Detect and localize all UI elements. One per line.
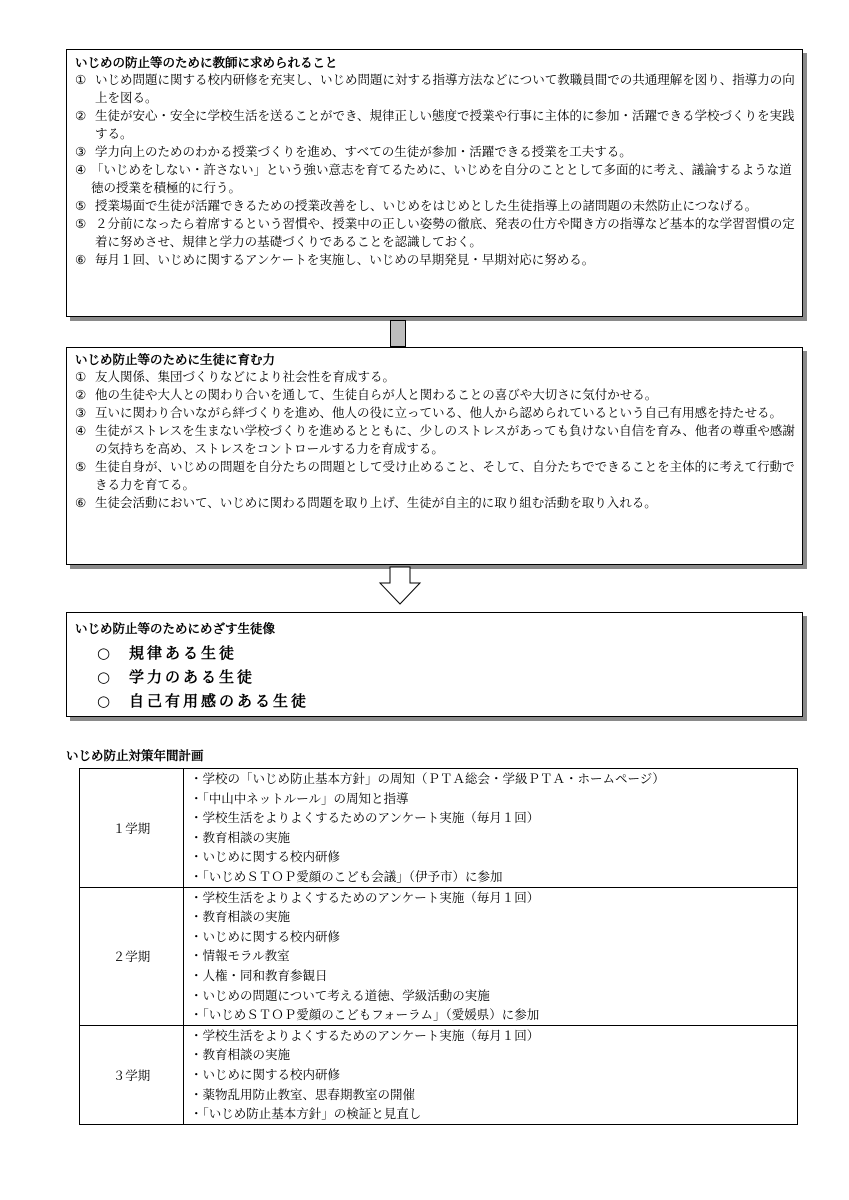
teacher-responsibilities-box — [66, 49, 803, 317]
table-row — [80, 1025, 798, 1124]
table-row — [80, 769, 798, 888]
activity: ・「中山中ネットルール」の周知と指導 — [190, 790, 409, 806]
activity: ・学校生活をよりよくするためのアンケート実施（毎月１回） — [190, 889, 540, 905]
goal-item: ○ 学力のある生徒 — [97, 668, 256, 686]
goal-item: ○ 規律ある生徒 — [97, 644, 238, 662]
activities-cell — [184, 769, 798, 888]
activity: ・学校の「いじめ防止基本方針」の周知（ＰＴＡ総会・学級ＰＴＡ・ホームページ） — [190, 771, 665, 786]
activity: ・「いじめＳＴＯＰ愛顔のこども会議」（伊予市）に参加 — [190, 868, 503, 884]
student-item: ④ 生徒がストレスを生まない学校づくりを進めるとともに、少しのストレスがあっても負けない自信を育み、他者の尊重や感謝の気持ちを高め、ストレスをコントロールする力を育成する。 — [75, 423, 795, 456]
teacher-item: ④ 「いじめをしない・許さない」という強い意志を育てるために、いじめを自分のこととして多面的に考え、議論するような道徳の授業を積極的に行う。 — [75, 162, 792, 195]
student-box-title: いじめ防止等のために生徒に育む力 — [75, 352, 276, 367]
activities-cell — [184, 1025, 798, 1124]
activity: ・学校生活をよりよくするためのアンケート実施（毎月１回） — [190, 1027, 540, 1043]
teacher-item: ⑥ 毎月１回、いじめに関するアンケートを実施し、いじめの早期発見・早期対応に努める。 — [75, 252, 595, 267]
student-item: ③ 互いに関わり合いながら絆づくりを進め、他人の役に立っている、他人から認められているという自己有用感を持たせる。 — [75, 405, 783, 420]
activity: ・教育相談の実施 — [190, 1047, 291, 1063]
term-cell: ３学期 — [80, 1025, 184, 1124]
teacher-box-title: いじめの防止等のために教師に求められること — [75, 55, 338, 70]
teacher-item: ⑤ ２分前になったら着席するという習慣や、授業中の正しい姿勢の徹底、発表の仕方や聞き方の指導など基本的な学習習慣の定着に努めさせ、規律と学力の基礎づくりであることを認識しておく。 — [75, 216, 795, 249]
teacher-item: ② 生徒が安心・安全に学校生活を送ることができ、規律正しい態度で授業や行事に主体的に参加・活躍できる学校づくりを実践する。 — [75, 108, 795, 141]
activity: ・いじめに関する校内研修 — [190, 928, 341, 944]
goal-box-title: いじめ防止等のためにめざす生徒像 — [75, 621, 276, 636]
target-student-box — [66, 612, 803, 717]
term-cell: １学期 — [80, 769, 184, 888]
teacher-item: ⑤ 授業場面で生徒が活躍できるための授業改善をし、いじめをはじめとした生徒指導上の諸問題の未然防止につなげる。 — [75, 198, 758, 213]
activity: ・薬物乱用防止教室、思春期教室の開催 — [190, 1086, 416, 1102]
activity: ・教育相談の実施 — [190, 829, 291, 845]
activity: ・「いじめＳＴＯＰ愛顔のこどもフォーラム」（愛媛県）に参加 — [190, 1007, 540, 1023]
student-item: ⑤ 生徒自身が、いじめの問題を自分たちの問題として受け止めること、そして、自分たちでできることを主体的に考えて行動できる力を育てる。 — [75, 459, 795, 492]
term-cell: ２学期 — [80, 887, 184, 1025]
box-connector — [390, 320, 406, 347]
activity: ・いじめに関する校内研修 — [190, 849, 341, 865]
student-abilities-box — [66, 347, 803, 565]
student-item: ① 友人関係、集団づくりなどにより社会性を育成する。 — [75, 369, 396, 384]
activity: ・学校生活をよりよくするためのアンケート実施（毎月１回） — [190, 810, 540, 826]
student-item: ⑥ 生徒会活動において、いじめに関わる問題を取り上げ、生徒が自主的に取り組む活動を取り入れる。 — [75, 495, 657, 510]
teacher-item: ① いじめ問題に関する校内研修を充実し、いじめ問題に対する指導方法などについて教職員間での共通理解を図り、指導力の向上を図る。 — [75, 72, 795, 105]
down-arrow-icon — [378, 566, 422, 606]
activity: ・いじめに関する校内研修 — [190, 1066, 341, 1082]
activity: ・教育相談の実施 — [190, 909, 291, 925]
annual-plan-title: いじめ防止対策年間計画 — [66, 748, 204, 763]
activity: ・情報モラル教室 — [190, 948, 290, 964]
teacher-item: ③ 学力向上のためのわかる授業づくりを進め、すべての生徒が参加・活躍できる授業を工夫する。 — [75, 144, 632, 159]
student-item: ② 他の生徒や大人との関わり合いを通して、生徒自らが人と関わることの喜びや大切さに気付かせる。 — [75, 387, 658, 402]
activity: ・「いじめ防止基本方針」の検証と見直し — [190, 1106, 422, 1122]
activities-cell — [184, 887, 798, 1025]
goal-item: ○ 自己有用感のある生徒 — [97, 692, 310, 710]
activity: ・人権・同和教育参観日 — [190, 967, 328, 983]
table-row — [80, 887, 798, 1025]
annual-plan-table — [79, 768, 798, 1125]
activity: ・いじめの問題について考える道徳、学級活動の実施 — [190, 987, 490, 1003]
